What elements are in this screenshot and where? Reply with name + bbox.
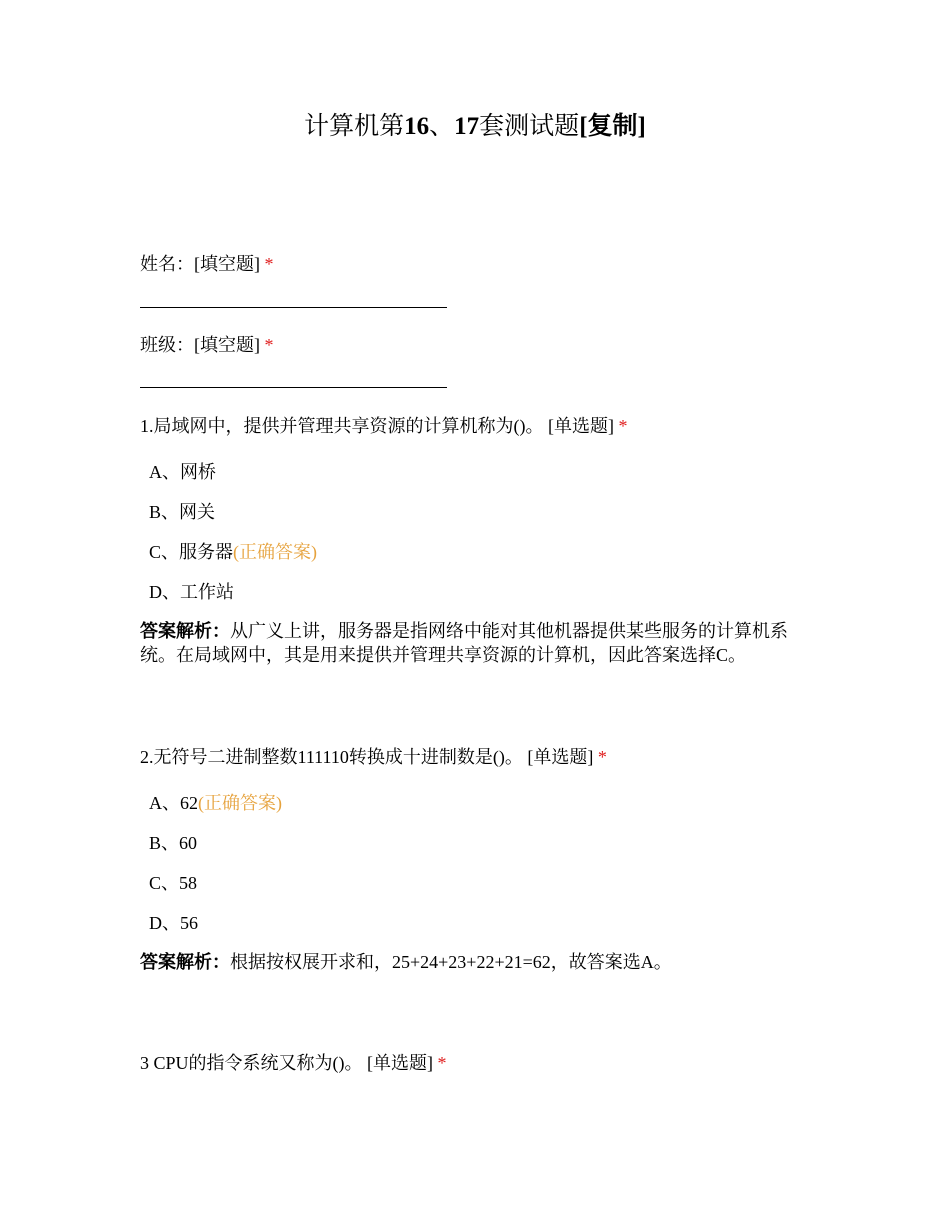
q1-analysis: 答案解析：从广义上讲，服务器是指网络中能对其他机器提供某些服务的计算机系统。在局域网中，其是用来提供并管理共享资源的计算机，因此答案选择C。 [140, 621, 788, 665]
correct-answer-tag: (正确答案) [198, 793, 282, 813]
correct-answer-tag: (正确答案) [233, 542, 318, 562]
required-mark: * [437, 1053, 447, 1073]
required-mark: * [264, 335, 274, 355]
q2-option-d[interactable]: D、56 [149, 913, 198, 933]
q2-analysis: 答案解析：根据按权展开求和，25+24+23+22+21=62，故答案选A。 [140, 952, 672, 972]
field-name-label: 姓名：[填空题] * [140, 254, 274, 274]
q2-option-b[interactable]: B、60 [149, 833, 198, 853]
q1-option-a[interactable]: A、网桥 [149, 462, 216, 482]
question-1-text: 1.局域网中，提供并管理共享资源的计算机称为()。 [单选题] * [140, 416, 628, 436]
question-2-text: 2.无符号二进制整数111110转换成十进制数是()。 [单选题] * [140, 747, 607, 767]
class-input-line[interactable] [140, 387, 447, 388]
required-mark: * [264, 254, 274, 274]
q1-option-d[interactable]: D、工作站 [149, 582, 234, 602]
q2-option-c[interactable]: C、58 [149, 873, 198, 893]
name-input-line[interactable] [140, 307, 447, 308]
question-3-text: 3 CPU的指令系统又称为()。 [单选题] * [140, 1053, 447, 1073]
required-mark: * [618, 416, 628, 436]
q1-option-b[interactable]: B、网关 [149, 502, 216, 522]
q2-option-a[interactable]: A、62(正确答案) [149, 793, 282, 813]
field-class-label: 班级：[填空题] * [140, 335, 274, 355]
required-mark: * [597, 747, 607, 767]
q1-option-c[interactable]: C、服务器(正确答案) [149, 542, 318, 562]
page-title: 计算机第16、17套测试题[复制] [304, 113, 646, 140]
